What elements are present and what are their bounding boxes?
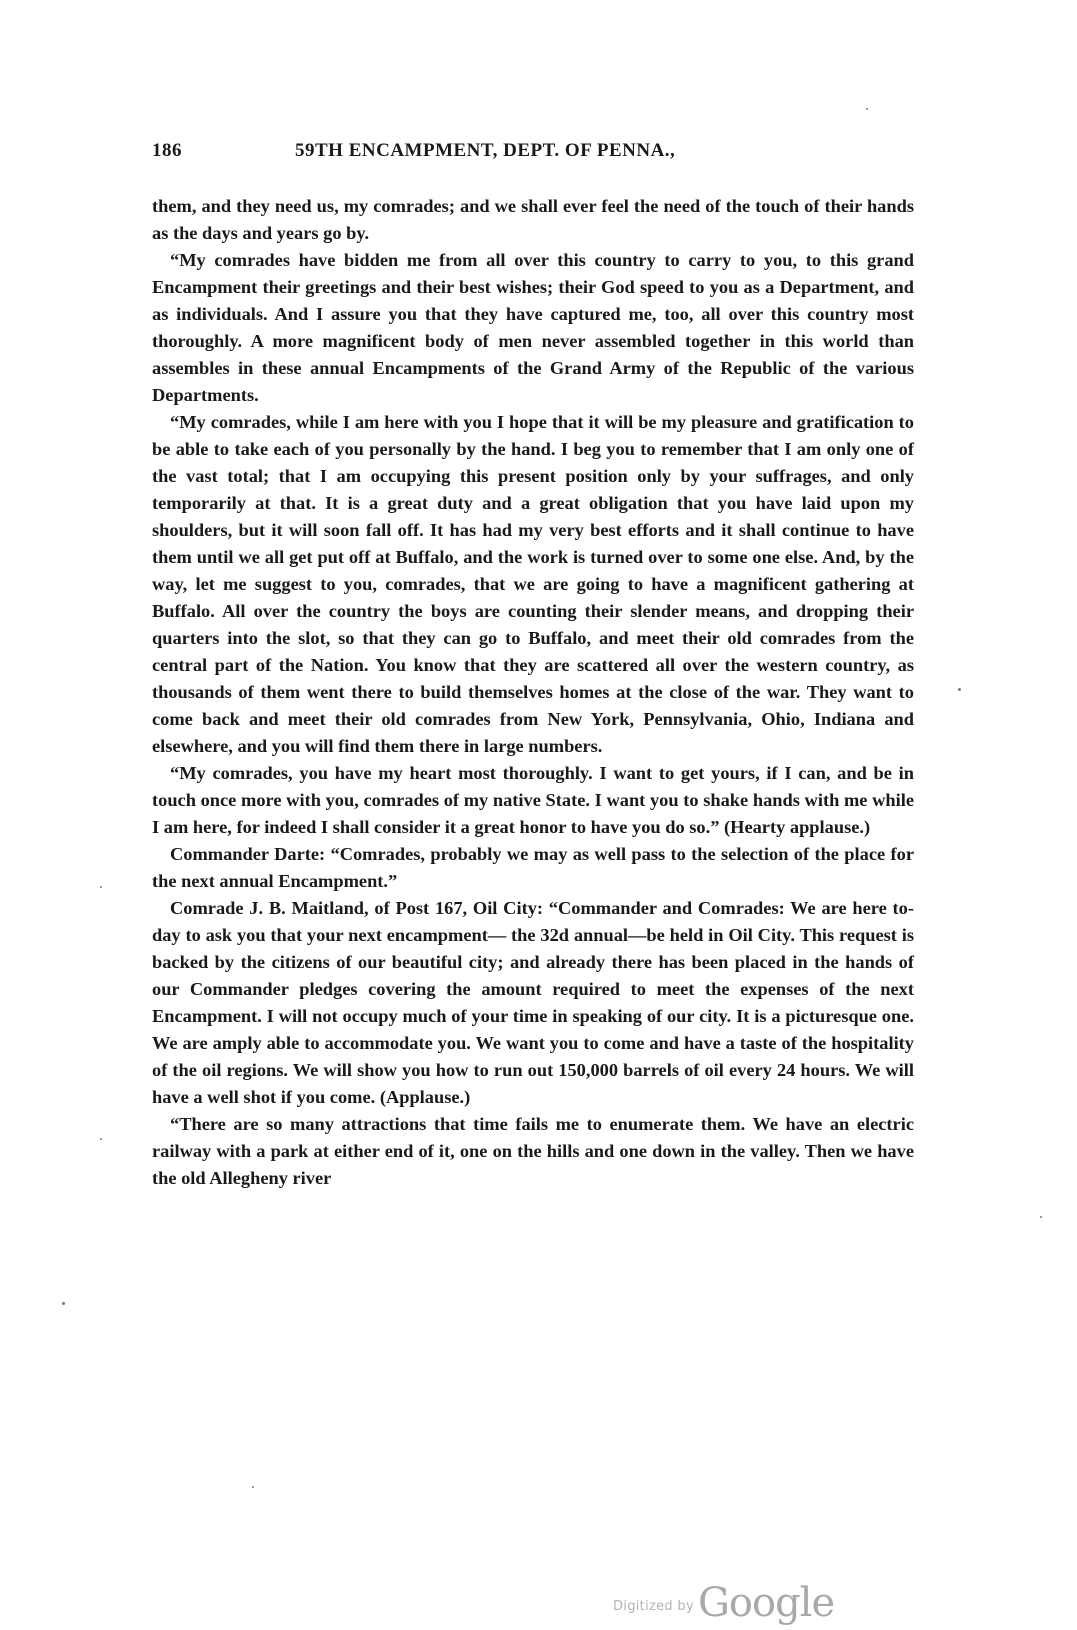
paragraph: “My comrades, while I am here with you I hope that it will be my pleasure and gratification to be able to take each of you personally by the hand. I beg you to remember that I am only one of the vast total; that I am occupying this present position only by your suffrages, and only temporarily at that. It is a great duty and a great obligation that you have laid upon my shoulders, but it will soon fall off. It has had my very best efforts and it shall continue to have them until we all get put off at Buffalo, and the work is turned over to some one else. And, by the way, let me suggest to you, comrades, that we are going to have a magnificent gathering at Buffalo. All over the country the boys are counting their slender means, and dropping their quarters into the slot, so that they can go to Buffalo, and meet their old comrades from the central part of the Nation. You know that they are scattered all over the western country, as thousands of them went there to build themselves homes at the close of the war. They want to come back and meet their old comrades from New York, Pennsylvania, Ohio, Indiana and elsewhere, and you will find them there in large numbers. xyxy=(152,412,914,756)
scan-speck xyxy=(958,688,961,691)
paragraph: “There are so many attractions that time fails me to enumerate them. We have an electric railway with a park at either end of it, one on the hills and one down in the valley. Then we have the old Allegheny river xyxy=(152,1114,914,1188)
scan-speck xyxy=(100,886,102,888)
paragraph: Comrade J. B. Maitland, of Post 167, Oil City: “Commander and Comrades: We are here to-day to ask you that your next encampment— the 32d annual—be held in Oil City. This request is backed by the citizens of our beautiful city; and already there has been placed in the hands of our Commander pledges covering the amount required to meet the expenses of the next Encampment. I will not occupy much of your time in speaking of our city. It is a picturesque one. We are amply able to accommodate you. We want you to come and have a taste of the hospitality of the oil regions. We will show you how to run out 150,000 barrels of oil every 24 hours. We will have a well shot if you come. (Applause.) xyxy=(152,898,914,1107)
running-head: 59TH ENCAMPMENT, DEPT. OF PENNA., xyxy=(295,140,676,161)
google-logo: Google xyxy=(697,1580,835,1626)
paragraph: “My comrades, you have my heart most thoroughly. I want to get yours, if I can, and be in touch once more with you, comrades of my native State. I want you to shake hands with me while I am here, for indeed I shall consider it a great honor to have you do so.” (Hearty applause.) xyxy=(152,763,914,837)
scan-speck xyxy=(1040,1216,1042,1218)
paragraph: them, and they need us, my comrades; and we shall ever feel the need of the touch of their hands as the days and years go by. xyxy=(152,196,914,243)
digitized-by-google-watermark xyxy=(613,1580,834,1630)
paragraph: “My comrades have bidden me from all over this country to carry to you, to this grand Encampment their greetings and their best wishes; their God speed to you as a Department, and as individuals. And I assure you that they have captured me, too, all over this country most thoroughly. A more magnificent body of men never assembled together in this world than assembles in these annual Encampments of the Grand Army of the Republic of the various Departments. xyxy=(152,250,914,405)
scan-speck xyxy=(252,1486,254,1488)
watermark-prefix: Digitized by xyxy=(613,1599,694,1614)
page-header xyxy=(152,140,914,170)
scan-speck xyxy=(866,108,868,110)
scan-speck xyxy=(62,1302,65,1305)
body-text xyxy=(152,193,914,1192)
page-number: 186 xyxy=(152,140,182,161)
paragraph: Commander Darte: “Comrades, probably we may as well pass to the selection of the place for the next annual Encampment.” xyxy=(152,844,914,891)
scan-speck xyxy=(100,1138,102,1140)
